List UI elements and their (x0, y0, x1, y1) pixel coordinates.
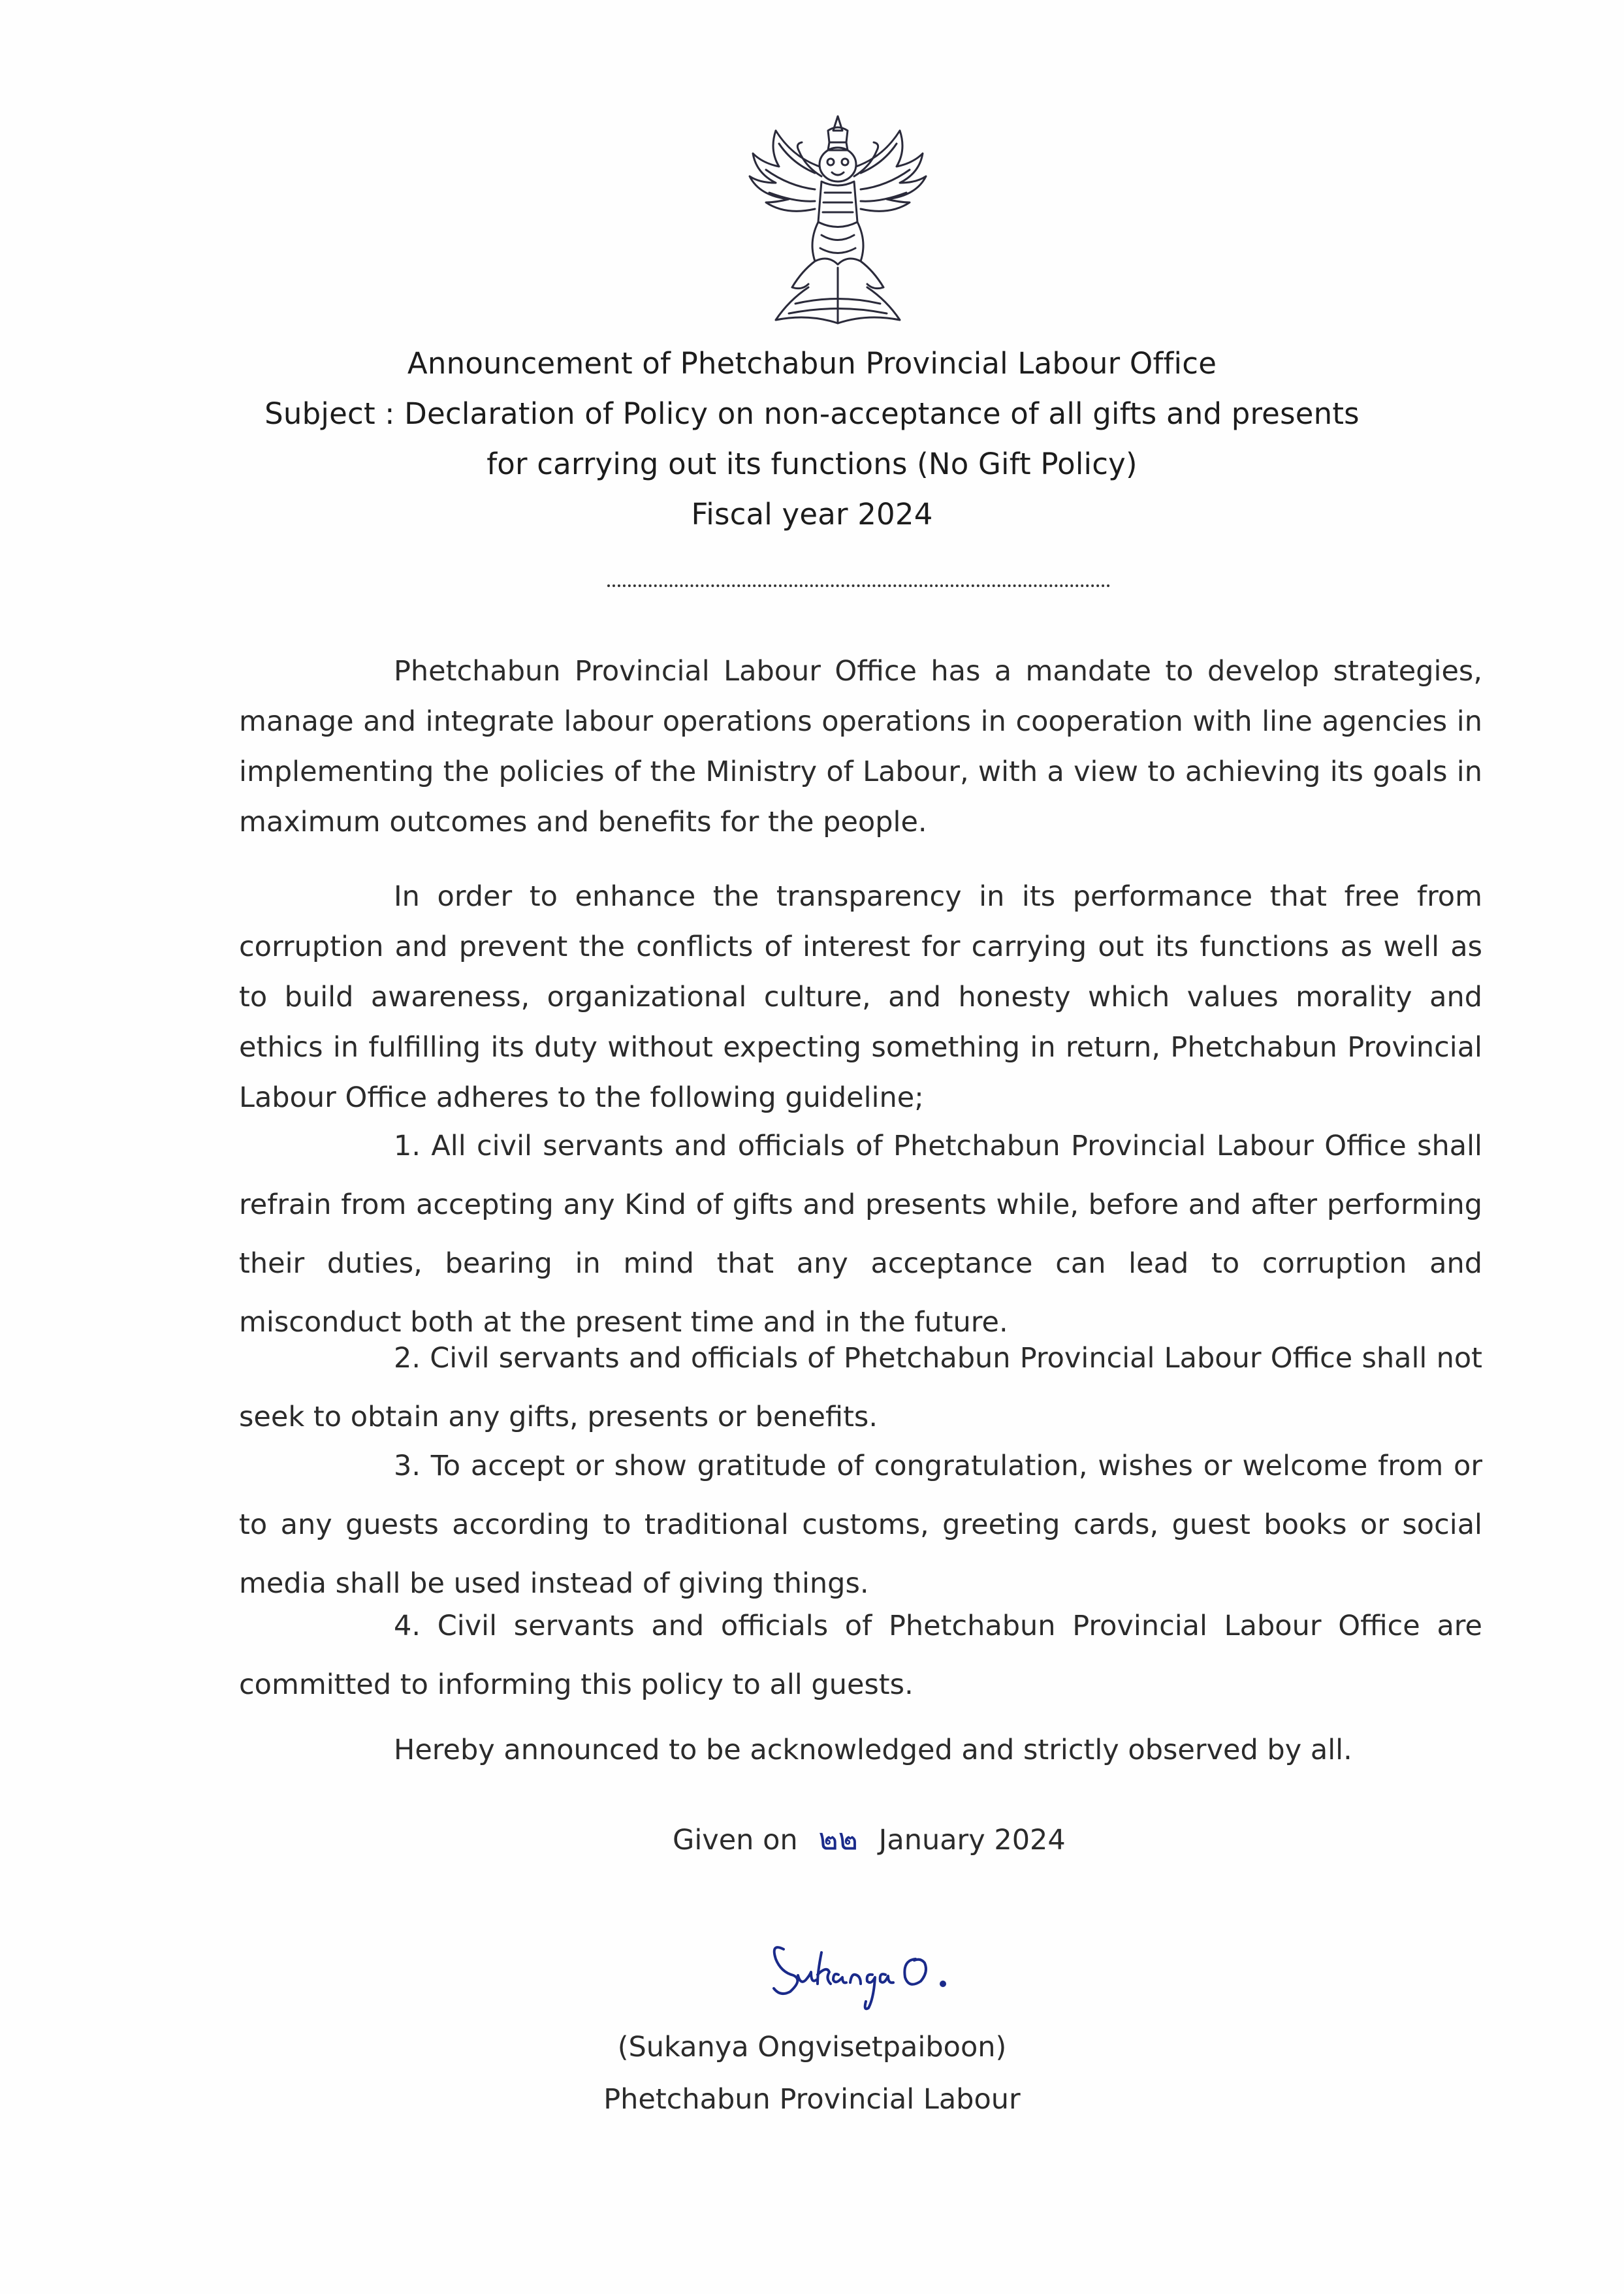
subject-line-continued: for carrying out its functions (No Gift Policy) (486, 447, 1138, 481)
given-month-year: January 2024 (878, 1824, 1066, 1856)
guideline-item-1 (239, 1117, 1482, 1352)
guideline-item-3 (239, 1437, 1482, 1613)
fiscal-year: Fiscal year 2024 (691, 497, 933, 532)
garuda-emblem-icon (730, 104, 946, 333)
subject-line: Subject : Declaration of Policy on non-acceptance of all gifts and presents (264, 396, 1360, 431)
dotted-divider (607, 584, 1110, 587)
given-date (673, 1815, 1066, 1863)
paragraph-text: In order to enhance the transparency in its performance that free from corruption and prevent the conflicts of interest for carrying out its functions as well as to build awareness, organizational culture, and honesty which values morality and ethics in fulfilling its duty without expecting something in return, Phetchabun Provincial Labour Office adheres to the following guideline; (239, 880, 1482, 1114)
guideline-item-4 (239, 1597, 1482, 1714)
handwritten-signature (757, 1920, 979, 2018)
guideline-text: 1. All civil servants and officials of Phetchabun Provincial Labour Office shall refrain from accepting any Kind of gifts and presents while, before and after performing their duties, bearing in mind that any acceptance can lead to corruption and misconduct both at the present time and in the future. (239, 1130, 1482, 1339)
paragraph-mandate (239, 646, 1482, 848)
guideline-text: 4. Civil servants and officials of Phetchabun Provincial Labour Office are committed to informing this policy to all guests. (239, 1610, 1482, 1701)
guideline-item-2 (239, 1329, 1482, 1446)
paragraph-purpose (239, 872, 1482, 1123)
paragraph-text: Phetchabun Provincial Labour Office has a mandate to develop strategies, manage and integrate labour operations operations in cooperation with line agencies in implementing the policies of the Ministry of Labour, with a view to achieving its goals in maximum outcomes and benefits for the people. (239, 655, 1482, 838)
guideline-text: 3. To accept or show gratitude of congratulation, wishes or welcome from or to any guests according to traditional customs, greeting cards, guest books or social media shall be used instead of giving things. (239, 1450, 1482, 1600)
guideline-text: 2. Civil servants and officials of Phetchabun Provincial Labour Office shall not seek to obtain any gifts, presents or benefits. (239, 1342, 1482, 1433)
closing-statement: Hereby announced to be acknowledged and strictly observed by all. (394, 1734, 1352, 1766)
given-day: ๒๒ (818, 1821, 858, 1856)
announcement-title: Announcement of Phetchabun Provincial Labour Office (407, 346, 1217, 381)
signatory-name: (Sukanya Ongvisetpaiboon) (617, 2031, 1007, 2063)
signatory-title: Phetchabun Provincial Labour (603, 2083, 1021, 2116)
given-prefix: Given on (673, 1824, 798, 1856)
